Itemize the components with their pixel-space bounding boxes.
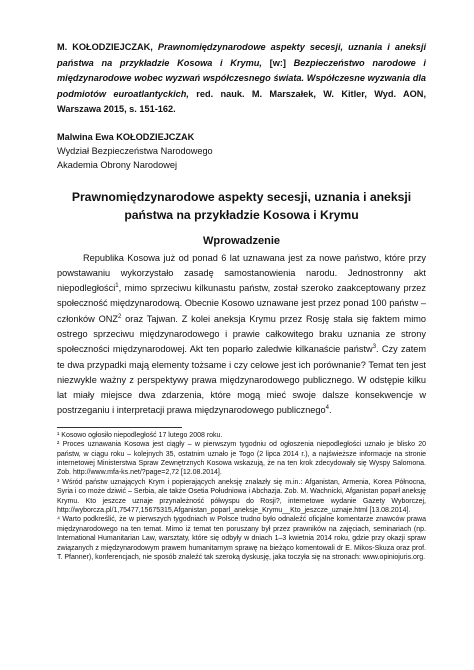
footnote-1: ¹ Kosowo ogłosiło niepodległość 17 lutego 2008 roku. [57, 431, 223, 439]
author-department: Wydział Bezpieczeństwa Narodowego [57, 145, 213, 156]
author-name: Malwina Ewa KOŁODZIEJCZAK [57, 131, 195, 142]
footnote-2: ² Proces uznawania Kosowa jest ciągły – w pierwszym tygodniu od ogłoszenia niepodległości uznało je blisko 20 państw, w ciągu roku – kolejnych 35, ostatnim uznało je Togo (2 lipca 2014 r.), a najświeższe informacje na stronie internetowej Ministerstwa Spraw Zewnętrznych Kosowa wskazują, że na ten krok zdecydowały się Wyspy Salomona. Zob. http://www.mfa-ks.net/?page=2,72 [12.08.2014]. [57, 441, 426, 477]
footnote-ref-2[interactable]: 2 [118, 313, 122, 320]
footnote-ref-1[interactable]: 1 [115, 283, 119, 290]
body-text [57, 251, 426, 419]
citation-book: Bezpieczeństwo narodowe i międzynarodowe wobec wyzwań współczesnego świata. Współczesne wyzwania dla podmiotów euroatlantyckich, [57, 57, 426, 99]
footnote-3: ³ Wśród państw uznających Krym i popierających aneksję znalazły się m.in.: Afganistan, Armenia, Korea Północna, Syria i co może dziwić – Serbia, ale także Osetia Południowa i Abchazja. Zob. M. Wachnicki, Afganistan poparł aneksję Krymu. Kto jeszcze uznaje przynależność półwyspu do Rosji?, internetowe wydanie Gazety Wyborczej, http://wyborcza.pl/1,75477,15675315,Afganistan_poparl_aneksje_Krymu__Kto_jeszcze_uznaje.html [13.08.2014]. [57, 478, 426, 515]
author-institution: Akademia Obrony Narodowej [57, 159, 178, 170]
paragraph-part-4: . Czy zatem te dwa przypadki mają elementy tożsame i czy celowe jest ich porównanie? Temat ten jest niezwykle ważny z perspektywy prawa międzynarodowego publicznego. W odstępie kilku lat miały miejsce dwa zdarzenia, które mogą mieć swoje dalsze konsekwencje w postrzeganiu i interpretacji prawa międzynarodowego publicznego [57, 344, 427, 416]
footnotes [57, 431, 426, 563]
citation-author: M. KOŁODZIEJCZAK, [57, 42, 153, 52]
paragraph-part-1: Republika Kosowa już od ponad 6 lat uznawana jest za nowe państwo, które przy powstawaniu wykorzystało zasadę samostanowienia narodu. Jednostronny akt niepodległości [57, 252, 426, 294]
citation-rest: red. nauk. M. Marszałek, W. Kitler, Wyd. AON, Warszawa 2015, s. 151-162. [57, 88, 426, 114]
citation-block [57, 40, 426, 118]
author-block [57, 130, 426, 172]
article-title: Prawnomiędzynarodowe aspekty secesji, uznania i aneksji państwa na przykładzie Kosowa i Krymu [71, 189, 412, 222]
footnote-divider [57, 427, 182, 428]
paragraph-end: . [328, 405, 332, 416]
citation-in: [w:] [269, 57, 286, 68]
paragraph-part-2: , mimo sprzeciwu kilkunastu państw, został szeroko zaakceptowany przez społeczność międzynarodową. Obecnie Kosowo uznawane jest przez ponad 100 państw – członków ONZ [57, 283, 426, 324]
citation-title: Prawnomiędzynarodowe aspekty secesji, uznania i aneksji państwa na przykładzie Kosowa i Krymu, [57, 42, 426, 68]
paragraph-part-3: oraz Tajwan. Z kolei aneksja Krymu przez Rosję stała się faktem mimo ostrego sprzeciwu międzynarodowego i prawie całkowitego braku uznania ze strony społeczności międzynarodowej. Akt ten poparło zaledwie kilkanaście państw [57, 313, 427, 355]
section-heading: Wprowadzenie [202, 234, 280, 247]
footnote-4: ⁴ Warto podkreślić, że w pierwszych tygodniach w Polsce trudno było odnaleźć oficjalne komentarze znawców prawa międzynarodowego na ten temat. Mimo iż temat ten poruszany był przez prawników na zajęciach, seminariach (np. International Humanitarian Law, warsztaty, które się odbyły w dniach 1–3 kwietnia 2014 roku, gdzie przy okazji spraw związanych z międzynarodowym prawem humanitarnym sprawę na bieżąco komentowali dr E. Mikos-Skuza oraz prof. T. Pfanner), konferencjach, nie sposób znaleźć tak szeroką dyskusję, jaka toczyła się na stronach: www.opiniojuris.org. [57, 516, 426, 562]
footnote-ref-3[interactable]: 3 [372, 344, 377, 351]
intro-paragraph [57, 251, 426, 419]
footnote-ref-4[interactable]: 4 [325, 405, 329, 412]
